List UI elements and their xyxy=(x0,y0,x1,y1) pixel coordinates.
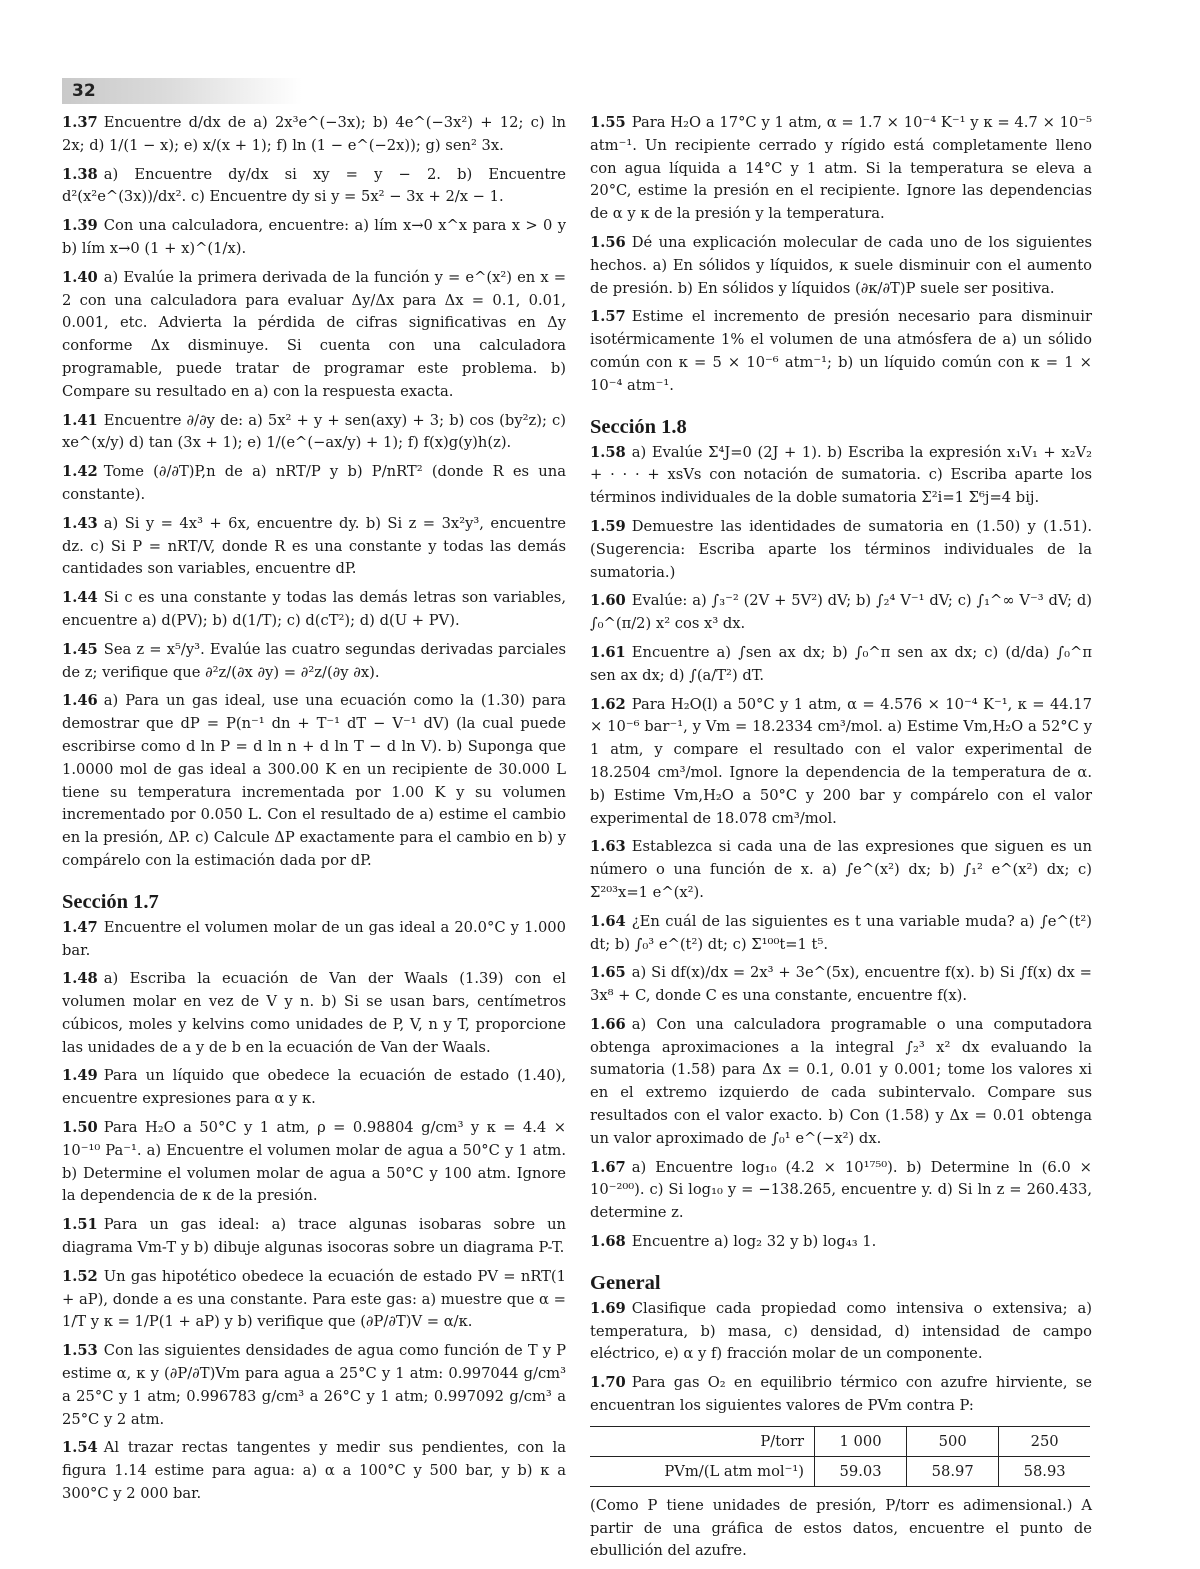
problem-1-39 xyxy=(62,215,566,261)
problem-number: 1.38 xyxy=(62,165,98,183)
problem-number: 1.67 xyxy=(590,1158,626,1176)
problem-number: 1.69 xyxy=(590,1299,626,1317)
problem-1-58 xyxy=(590,442,1092,510)
problem-number: 1.59 xyxy=(590,517,626,535)
problem-text: Encuentre el volumen molar de un gas ideal a 20.0°C y 1.000 bar. xyxy=(62,918,566,959)
problem-number: 1.55 xyxy=(590,114,626,131)
problem-1-48 xyxy=(62,968,566,1059)
problem-text: Para un gas ideal: a) trace algunas isobaras sobre un diagrama Vm-T y b) dibuje algunas isocoras sobre un diagrama P-T. xyxy=(62,1216,566,1257)
problem-number: 1.37 xyxy=(62,114,98,131)
problem-1-68 xyxy=(590,1231,1092,1254)
problem-1-55 xyxy=(590,112,1092,226)
problem-1-38 xyxy=(62,164,566,210)
problem-text: Establezca si cada una de las expresiones que siguen es un número o una función de x. a) ∫e^(x²) dx; b) ∫₁² e^(x²) dx; c) Σ²⁰³x=1 e^(x²). xyxy=(590,838,1092,901)
problem-number: 1.40 xyxy=(62,268,98,286)
problem-number: 1.62 xyxy=(590,695,626,713)
problem-text: a) Si df(x)/dx = 2x³ + 3e^(5x), encuentre f(x). b) Si ∫f(x) dx = 3x⁸ + C, donde C es una constante, encuentre f(x). xyxy=(590,964,1092,1005)
problem-1-41 xyxy=(62,410,566,456)
problem-number: 1.54 xyxy=(62,1439,98,1457)
problem-number: 1.45 xyxy=(62,640,98,658)
problem-text: a) Para un gas ideal, use una ecuación como la (1.30) para demostrar que dP = P(n⁻¹ dn + T⁻¹ dT − V⁻¹ dV) (la cual puede escribirse como d ln P = d ln n + d ln T − d ln V). b) Suponga que 1.0000 mol de gas ideal a 300.00 K en un recipiente de 30.000 L tiene su temperatura incrementada por 1.00 K y su volumen incrementado por 0.050 L. Con el resultado de a) estime el cambio en la presión, ΔP. c) Calcule ΔP exactamente para el cambio en b) y compárelo con la estimación dada por dP. xyxy=(62,692,566,869)
problem-1-49 xyxy=(62,1065,566,1111)
problem-number: 1.64 xyxy=(590,912,626,930)
problem-1-52 xyxy=(62,1266,566,1334)
problem-1-70 xyxy=(590,1372,1092,1418)
problem-number: 1.47 xyxy=(62,918,98,936)
problem-text: a) Encuentre dy/dx si xy = y − 2. b) Encuentre d²(x²e^(3x))/dx². c) Encuentre dy si y = 5x² − 3x + 2/x − 1. xyxy=(62,165,566,206)
problem-1-64 xyxy=(590,911,1092,957)
table-row-label: P/torr xyxy=(590,1426,815,1456)
table-row xyxy=(590,1426,1090,1456)
problem-text: a) Si y = 4x³ + 6x, encuentre dy. b) Si z = 3x²y³, encuentre dz. c) Si P = nRT/V, donde R es una constante y todas las demás cantidades son variables, encuentre dP. xyxy=(62,514,566,578)
problem-text: Demuestre las identidades de sumatoria en (1.50) y (1.51). (Sugerencia: Escriba aparte los términos individuales de la sumatoria.) xyxy=(590,517,1092,581)
problem-text: Con las siguientes densidades de agua como función de T y P estime α, κ y (∂P/∂T)Vm para agua a 25°C y 1 atm: 0.997044 g/cm³ a 25°C y 1 atm; 0.996783 g/cm³ a 26°C y 1 atm; 0.997092 g/cm³ a 25°C y 2 atm. xyxy=(62,1342,566,1428)
problem-text: Clasifique cada propiedad como intensiva o extensiva; a) temperatura, b) masa, c) densidad, d) intensidad de campo eléctrico, e) α y f) fracción molar de un componente. xyxy=(590,1299,1092,1363)
table-cell: 250 xyxy=(999,1426,1090,1456)
problem-1-66 xyxy=(590,1014,1092,1151)
problem-1-65 xyxy=(590,962,1092,1008)
problem-number: 1.70 xyxy=(590,1374,626,1392)
problem-1-53 xyxy=(62,1340,566,1431)
problem-1-67 xyxy=(590,1157,1092,1225)
problem-number: 1.48 xyxy=(62,970,98,988)
problem-text: Encuentre a) ∫sen ax dx; b) ∫₀^π sen ax dx; c) (d/da) ∫₀^π sen ax dx; d) ∫(a/T²) dT. xyxy=(590,643,1092,684)
problem-1-56 xyxy=(590,232,1092,300)
problem-text: ¿En cuál de las siguientes es t una variable muda? a) ∫e^(t²) dt; b) ∫₀³ e^(t²) dt; c) Σ¹⁰⁰t=1 t⁵. xyxy=(590,912,1092,953)
problem-text: a) Escriba la ecuación de Van der Waals (1.39) con el volumen molar en vez de V y n. b) Si se usan bars, centímetros cúbicos, moles y kelvins como unidades de P, V, n y T, proporcione las unidades de a y de b en la ecuación de Van der Waals. xyxy=(62,970,566,1056)
problem-1-46 xyxy=(62,690,566,872)
problem-number: 1.52 xyxy=(62,1267,98,1285)
problem-text: Encuentre d/dx de a) 2x³e^(−3x); b) 4e^(−3x²) + 12; c) ln 2x; d) 1/(1 − x); e) x/(x + 1); f) ln (1 − e^(−2x)); g) sen² 3x. xyxy=(62,114,566,154)
problem-1-57 xyxy=(590,306,1092,397)
problem-1-60 xyxy=(590,590,1092,636)
problem-text: a) Encuentre log₁₀ (4.2 × 10¹⁷⁵⁰). b) Determine ln (6.0 × 10⁻²⁰⁰). c) Si log₁₀ y = −138.265, encuentre y. d) Si ln z = 260.433, determine z. xyxy=(590,1158,1092,1222)
problem-1-43 xyxy=(62,513,566,581)
problem-number: 1.44 xyxy=(62,589,98,607)
table-cell: 58.93 xyxy=(999,1456,1090,1486)
problem-1-44 xyxy=(62,587,566,633)
table-cell: 500 xyxy=(907,1426,999,1456)
right-column xyxy=(590,112,1092,1569)
problem-number: 1.41 xyxy=(62,411,98,429)
problem-1-62 xyxy=(590,694,1092,831)
problem-1-54 xyxy=(62,1437,566,1505)
problem-text: Si c es una constante y todas las demás letras son variables, encuentre a) d(PV); b) d(1/T); c) d(cT²); d) d(U + PV). xyxy=(62,589,566,629)
problem-1-63 xyxy=(590,836,1092,904)
problem-1-47 xyxy=(62,917,566,963)
section-heading-general: General xyxy=(590,1271,661,1294)
problem-1-51 xyxy=(62,1214,566,1260)
problem-text: Evalúe: a) ∫₃⁻² (2V + 5V²) dV; b) ∫₂⁴ V⁻¹ dV; c) ∫₁^∞ V⁻³ dV; d) ∫₀^(π/2) x² cos x³ dx. xyxy=(590,592,1092,633)
left-column xyxy=(62,112,566,1512)
problem-text: Encuentre a) log₂ 32 y b) log₄₃ 1. xyxy=(631,1233,877,1251)
problem-text: a) Evalúe la primera derivada de la función y = e^(x²) en x = 2 con una calculadora para evaluar Δy/Δx para Δx = 0.1, 0.01, 0.001, etc. Advierta la pérdida de cifras significativas en Δy conforme Δx disminuye. Si cuenta con una calculadora programable, puede tratar de programar este problema. b) Compare su resultado en a) con la respuesta exacta. xyxy=(62,268,566,400)
problem-number: 1.60 xyxy=(590,592,626,610)
problem-number: 1.49 xyxy=(62,1067,98,1085)
problem-number: 1.50 xyxy=(62,1119,98,1137)
section-heading-1-7: Sección 1.7 xyxy=(62,890,159,913)
table-cell: 59.03 xyxy=(815,1456,907,1486)
problem-number: 1.53 xyxy=(62,1342,98,1360)
problem-text: a) Con una calculadora programable o una computadora obtenga aproximaciones a la integral ∫₂³ x² dx evaluando la sumatoria (1.58) para Δx = 0.1, 0.01 y 0.001; tome los valores xi en el extremo izquierdo de cada subintervalo. Compare sus resultados con el valor exacto. b) Con (1.58) y Δx = 0.01 obtenga un valor aproximado de ∫₀¹ e^(−x²) dx. xyxy=(590,1015,1092,1147)
problem-text: Para H₂O a 50°C y 1 atm, ρ = 0.98804 g/cm³ y κ = 4.4 × 10⁻¹⁰ Pa⁻¹. a) Encuentre el volumen molar de agua a 50°C y 1 atm. b) Determine el volumen molar de agua a 50°C y 100 atm. Ignore la dependencia de κ de la presión. xyxy=(62,1119,566,1205)
problem-number: 1.42 xyxy=(62,463,98,481)
problem-text: Para un líquido que obedece la ecuación de estado (1.40), encuentre expresiones para α y κ. xyxy=(62,1067,566,1108)
problem-1-50 xyxy=(62,1117,566,1208)
problem-text: Al trazar rectas tangentes y medir sus pendientes, con la figura 1.14 estime para agua: a) α a 100°C y 500 bar, y b) κ a 300°C y 2 000 bar. xyxy=(62,1439,566,1503)
problem-text: Sea z = x⁵/y³. Evalúe las cuatro segundas derivadas parciales de z; verifique que ∂²z/(∂x ∂y) = ∂²z/(∂y ∂x). xyxy=(62,640,566,681)
table-row xyxy=(590,1456,1090,1486)
problem-number: 1.39 xyxy=(62,217,98,235)
problem-text: Dé una explicación molecular de cada uno de los siguientes hechos. a) En sólidos y líquidos, κ suele disminuir con el aumento de presión. b) En sólidos y líquidos (∂κ/∂T)P suele ser positiva. xyxy=(590,233,1092,297)
problem-1-45 xyxy=(62,639,566,685)
problem-number: 1.68 xyxy=(590,1233,626,1251)
problem-text: a) Evalúe Σ⁴J=0 (2J + 1). b) Escriba la expresión x₁V₁ + x₂V₂ + · · · + xsVs con notación de sumatoria. c) Escriba aparte los términos individuales de la doble sumatoria Σ²i=1 Σ⁶j=4 bij. xyxy=(590,443,1092,507)
problem-text: Con una calculadora, encuentre: a) lím x→0 x^x para x > 0 y b) lím x→0 (1 + x)^(1/x). xyxy=(62,217,566,257)
problem-text: Estime el incremento de presión necesario para disminuir isotérmicamente 1% el volumen de una atmósfera de a) un sólido común con κ = 5 × 10⁻⁶ atm⁻¹; b) un líquido común con κ = 1 × 10⁻⁴ atm⁻¹. xyxy=(590,308,1092,394)
problem-1-40 xyxy=(62,267,566,404)
problem-text: Encuentre ∂/∂y de: a) 5x² + y + sen(axy) + 3; b) cos (by²z); c) xe^(x/y) d) tan (3x + 1); e) 1/(e^(−ax/y) + 1); f) f(x)g(y)h(z). xyxy=(62,411,566,452)
table-cell: 1 000 xyxy=(815,1426,907,1456)
problem-text: Un gas hipotético obedece la ecuación de estado PV = nRT(1 + aP), donde a es una constante. Para este gas: a) muestre que α = 1/T y κ = 1/P(1 + aP) y b) verifique que (∂P/∂T)V = α/κ. xyxy=(62,1267,566,1331)
section-heading-1-8: Sección 1.8 xyxy=(590,415,687,438)
problem-number: 1.65 xyxy=(590,964,626,982)
problem-text: Para H₂O(l) a 50°C y 1 atm, α = 4.576 × 10⁻⁴ K⁻¹, κ = 44.17 × 10⁻⁶ bar⁻¹, y Vm = 18.2334 cm³/mol. a) Estime Vm,H₂O a 52°C y 1 atm, y compare el resultado con el valor experimental de 18.2504 cm³/mol. Ignore la dependencia de la temperatura de α. b) Estime Vm,H₂O a 50°C y 200 bar y compárelo con el valor experimental de 18.078 cm³/mol. xyxy=(590,695,1092,827)
problem-number: 1.57 xyxy=(590,308,626,326)
problem-number: 1.58 xyxy=(590,443,626,461)
problem-number: 1.46 xyxy=(62,692,98,710)
problem-1-42 xyxy=(62,461,566,507)
problem-1-37 xyxy=(62,112,566,158)
problem-1-61 xyxy=(590,642,1092,688)
problem-number: 1.66 xyxy=(590,1015,626,1033)
problem-number: 1.61 xyxy=(590,643,626,661)
problem-number: 1.51 xyxy=(62,1216,98,1234)
problem-text: Tome (∂/∂T)P,n de a) nRT/P y b) P/nRT² (donde R es una constante). xyxy=(62,463,566,503)
problem-1-69 xyxy=(590,1298,1092,1366)
data-table xyxy=(590,1426,1090,1487)
problem-1-70-continuation: (Como P tiene unidades de presión, P/torr es adimensional.) A partir de una gráfica de estos datos, encuentre el punto de ebullición del azufre. xyxy=(590,1496,1092,1560)
table-row-label: PVm/(L atm mol⁻¹) xyxy=(590,1456,815,1486)
page-number: 32 xyxy=(62,78,302,104)
problem-number: 1.43 xyxy=(62,514,98,532)
problem-text: Para H₂O a 17°C y 1 atm, α = 1.7 × 10⁻⁴ K⁻¹ y κ = 4.7 × 10⁻⁵ atm⁻¹. Un recipiente cerrado y rígido está completamente lleno con agua líquida a 14°C y 1 atm. Si la temperatura se eleva a 20°C, estime la presión en el recipiente. Ignore las dependencias de α y κ de la presión y la temperatura. xyxy=(590,114,1092,223)
problem-number: 1.63 xyxy=(590,838,626,856)
table-cell: 58.97 xyxy=(907,1456,999,1486)
problem-text: Para gas O₂ en equilibrio térmico con azufre hirviente, se encuentran los siguientes valores de PVm contra P: xyxy=(590,1374,1092,1415)
problem-1-59 xyxy=(590,516,1092,584)
problem-number: 1.56 xyxy=(590,233,626,251)
